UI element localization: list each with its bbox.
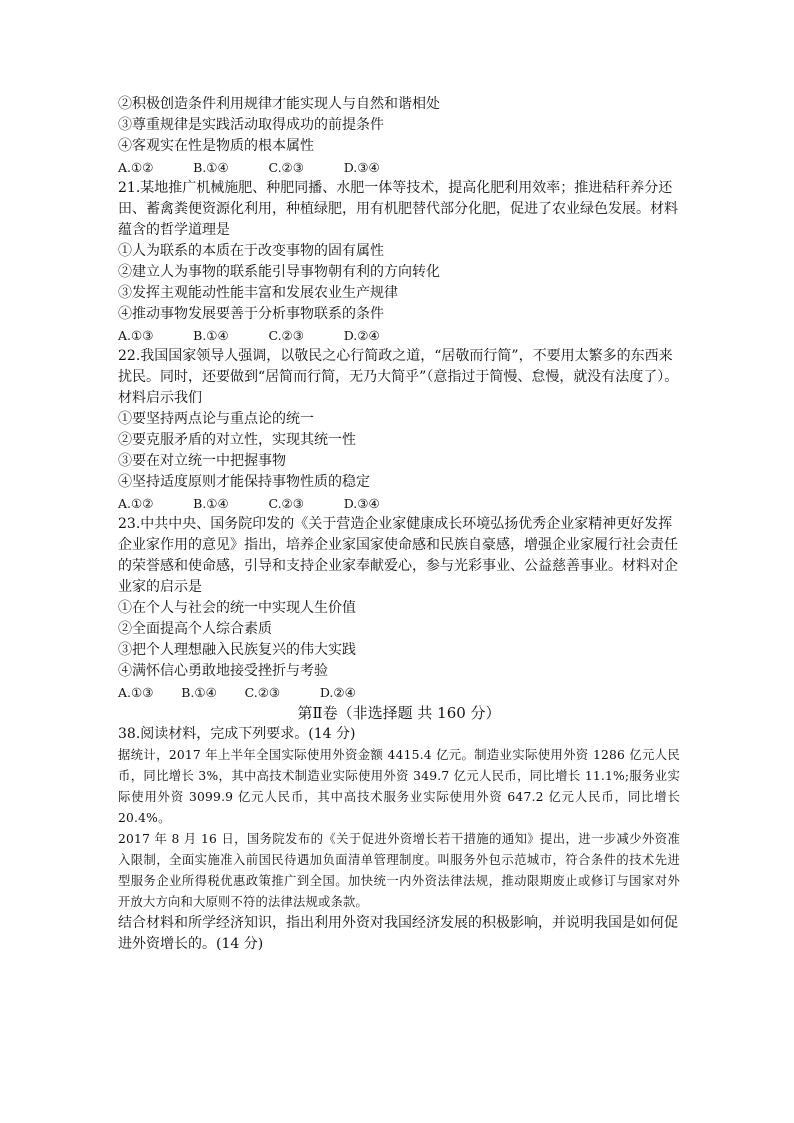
exam-page [118,94,680,955]
q22-item-3: ③要在对立统一中把握事物 [118,453,286,469]
q21-stem: 21.某地推广机械施肥、种肥同播、水肥一体等技术，提高化肥利用效率；推进秸秆养分还田、蓄禽粪便资源化利用，种植绿肥，用有机肥替代部分化肥，促进了农业绿色发展。材料蕴含的哲学道理是 [118,180,678,238]
q23-item-1: ①在个人与社会的统一中实现人生价值 [118,600,356,616]
q21-item-1: ①人为联系的本质在于改变事物的固有属性 [118,243,384,259]
q21-item-3: ③发挥主观能动性能丰富和发展农业生产规律 [118,285,398,301]
q21-options: A.①③ B.①④ C.②③ D.②④ [118,328,380,343]
q20-options: A.①② B.①④ C.②③ D.③④ [118,160,380,175]
q20-item-4: ④客观实在性是物质的根本属性 [118,138,314,154]
q22-options: A.①② B.①④ C.②③ D.③④ [118,496,380,511]
q23-stem: 23.中共中央、国务院印发的《关于营造企业家健康成长环境弘扬优秀企业家精神更好发挥企业家作用的意见》指出，培养企业家国家使命感和民族自豪感，增强企业家履行社会责任的荣誉感和使命感，引导和支持企业家奉献爱心，参与光彩事业、公益慈善事业。材料对企业家的启示是 [118,516,678,595]
section-title: 第Ⅱ卷（非选择题 共 160 分） [297,704,501,722]
q22-item-2: ②要克服矛盾的对立性，实现其统一性 [118,432,356,448]
q38-stem: 38.阅读材料，完成下列要求。(14 分) [118,726,356,742]
q23-item-2: ②全面提高个人综合素质 [118,621,272,637]
q23-options: A.①③ B.①④ C.②③ D.②④ [118,685,356,700]
q21-item-2: ②建立人为事物的联系能引导事物朝有利的方向转化 [118,264,440,280]
q21-item-4: ④推动事物发展要善于分析事物联系的条件 [118,306,384,322]
q23-item-3: ③把个人理想融入民族复兴的伟大实践 [118,642,356,658]
q38-material-para-2: 2017 年 8 月 16 日，国务院发布的《关于促进外资增长若干措施的通知》提出，进一步减少外资准入限制，全面实施准入前国民待遇加负面清单管理制度。叫服务外包示范城市，符合条件的技术先进型服务企业所得税优惠政策推广到全国。加快统一内外资法律法规，推动限期废止或修订与国家对外开放大方向和大原则不符的法律法规或条款。 [118,832,680,909]
q38-material [118,745,680,913]
q20-item-3: ③尊重规律是实践活动取得成功的前提条件 [118,117,384,133]
q20-item-2: ②积极创造条件利用规律才能实现人与自然和谐相处 [118,96,440,112]
q22-item-1: ①要坚持两点论与重点论的统一 [118,411,314,427]
q22-item-4: ④坚持适度原则才能保持事物性质的稳定 [118,474,370,490]
q23-item-4: ④满怀信心勇敢地接受挫折与考验 [118,663,328,679]
q22-stem: 22.我国国家领导人强调，以敬民之心行简政之道，“居敬而行简”，不要用太繁多的东西来扰民。同时，还要做到“居简而行简，无乃大简乎”（意指过于简慢、怠慢，就没有法度了）。材料启示我们 [118,348,679,406]
q38-question: 结合材料和所学经济知识，指出利用外资对我国经济发展的积极影响，并说明我国是如何促进外资增长的。(14 分) [118,915,678,952]
q38-material-para-1: 据统计，2017 年上半年全国实际使用外资金额 4415.4 亿元。制造业实际使用外资 1286 亿元人民币，同比增长 3%，其中高技术制造业实际使用外资 349.7 亿元人民币，同比增长 11.1%;服务业实际使用外资 3099.9 亿元人民币，其中高技术服务业实际使用外资 647.2 亿元人民币，同比增长 20.4%。 [118,748,680,825]
